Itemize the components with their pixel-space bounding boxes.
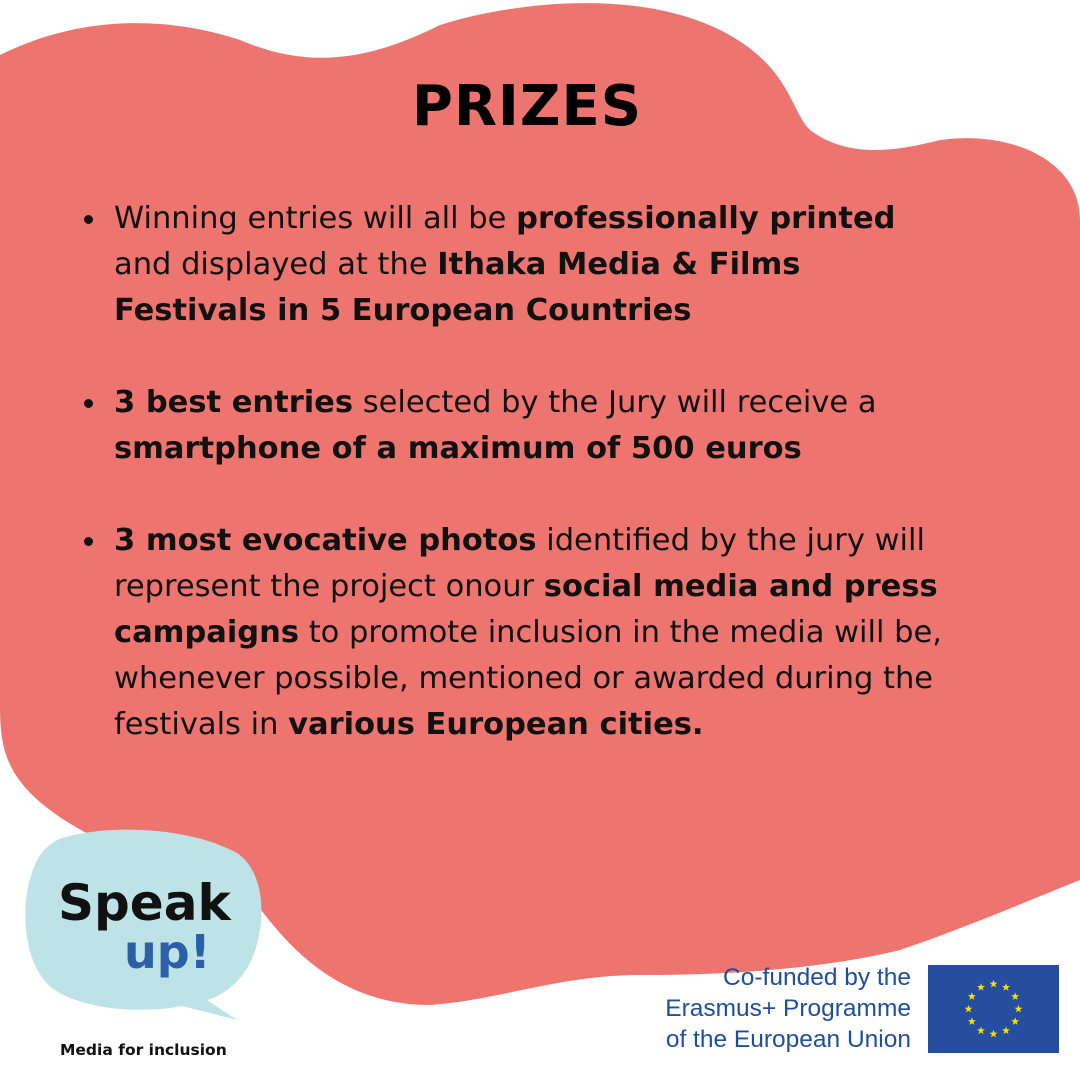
eu-notice-line-1: Co-funded by the [723,964,911,991]
prize-2-part-2: selected by the Jury will receive a [353,385,877,420]
eu-flag-icon [928,965,1059,1053]
prize-3-part-1: 3 most evocative photos [114,523,537,558]
speak-up-logo [22,828,272,1028]
prize-item-3 [80,518,960,748]
prize-3-part-3: social media and press campaigns [114,569,938,650]
logo-up-text: up! [124,925,211,979]
prize-item-1 [80,196,960,334]
prize-2-part-1: 3 best entries [114,385,354,420]
eu-notice-line-2: Erasmus+ Programme [665,995,911,1022]
page-title: PRIZES [411,74,643,139]
eu-funding-notice [600,962,911,1055]
prize-item-2 [80,380,960,472]
prize-3-part-5: various European cities. [288,707,704,742]
prize-2-part-3: smartphone of a maximum of 500 euros [114,431,802,466]
prize-1-part-2: professionally printed [516,201,896,236]
prize-list [80,196,960,794]
prize-3-part-4: to promote inclusion in the media will be, whenever possible, mentioned or awarded during the festivals in [114,615,942,742]
prize-1-part-4: Ithaka Media & Films Festivals in 5 European Countries [114,247,801,328]
logo-tagline: Media for inclusion [60,1041,227,1059]
prize-3-part-2: identified by the jury will represent the project onour [114,523,925,604]
eu-flag-field [928,965,1059,1053]
prize-1-part-1: Winning entries will all be [114,201,517,236]
prize-1-part-3: and displayed at the [114,247,438,282]
logo-speak-text: Speak [58,874,231,932]
eu-notice-line-3: of the European Union [665,1026,911,1053]
